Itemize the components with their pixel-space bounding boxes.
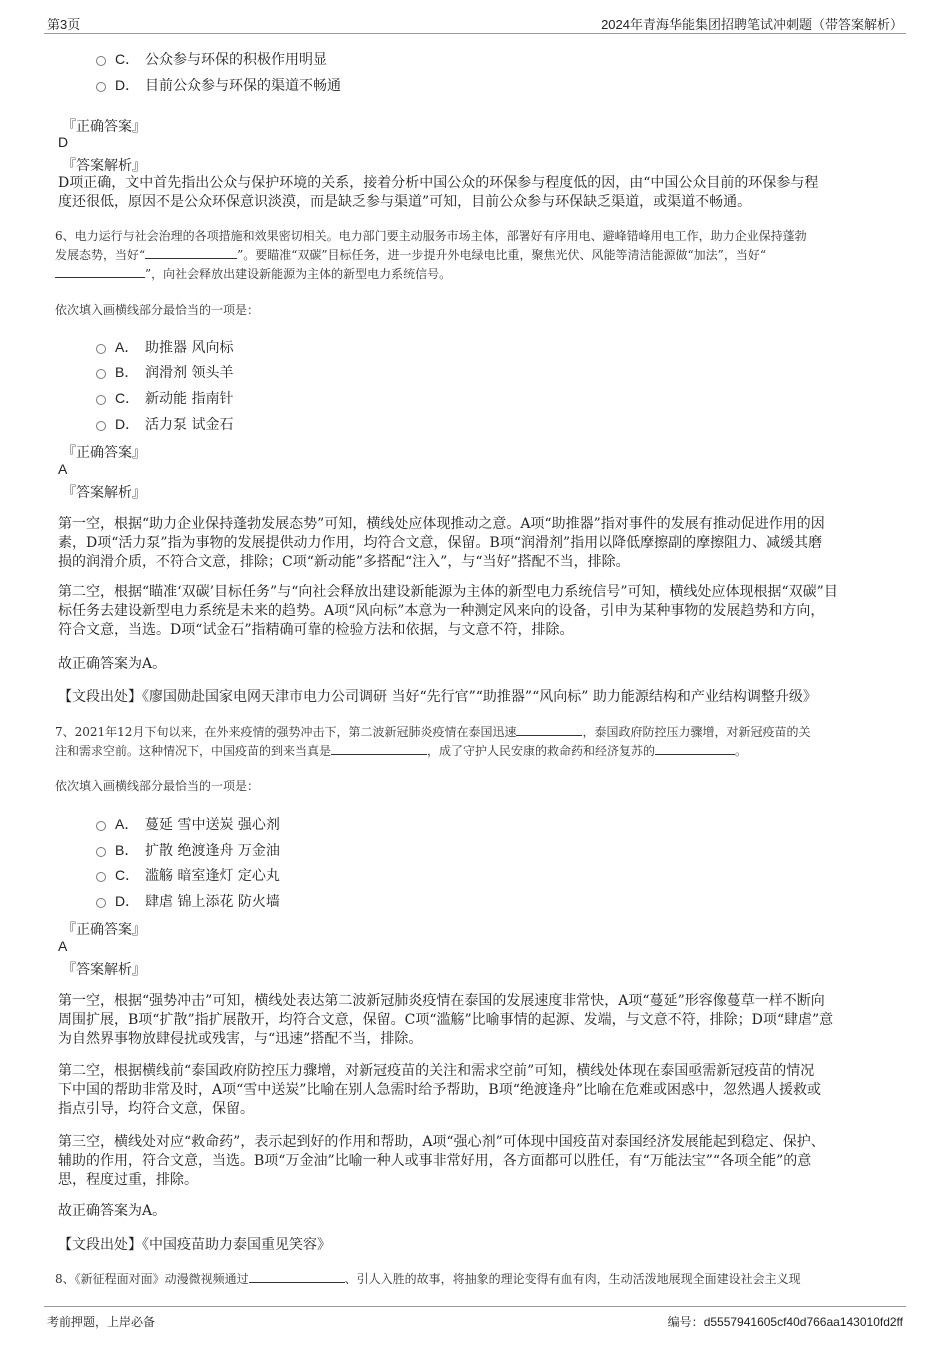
q7-option-d[interactable]: D． 肆虐 锦上添花 防火墙 xyxy=(96,891,280,911)
q7-stem: 7、2021年12月下旬以来，在外来疫情的强势冲击下，第二波新冠肺炎疫情在泰国迅速 ，泰国政府防控压力骤增，对新冠疫苗的关 注和需求空前。这种情况下，中国疫苗的到来当真是 ，成了守护人民安康的救命药和经济复苏的 。 xyxy=(55,725,811,758)
q6-option-a[interactable]: A． 助推器 风向标 xyxy=(96,337,233,357)
q7-option-a[interactable]: A． 蔓延 雪中送炭 强心剂 xyxy=(96,814,280,834)
radio-icon[interactable] xyxy=(96,395,106,405)
document-title: 2024年青海华能集团招聘笔试冲刺题（带答案解析） xyxy=(601,17,903,32)
q7-source: 【文段出处】《中国疫苗助力泰国重见笑容》 xyxy=(58,1237,331,1253)
blank-1 xyxy=(516,723,582,736)
radio-icon[interactable] xyxy=(96,369,106,379)
q6-stem: 6、电力运行与社会治理的各项措施和效果密切相关。电力部门要主动服务市场主体，部署好有序用电、避峰错峰用电工作，助力企业保持蓬勃 发展态势，当好“ ”。要瞄准“双碳”目标任务，进一步提升外电绿电比重，聚焦光伏、风能等清洁能源做“加法”，当好“ ”，向社会释放出建设新能源为主体的新型电力系统信号。 xyxy=(55,229,807,281)
q5-analysis: D项正确，文中首先指出公众与保护环境的关系，接着分析中国公众的环保参与程度低的因，由“中国公众目前的环保参与程 度还很低，原因不是公众环保意识淡漠，而是缺乏参与渠道”可知，目前公众参与环保缺乏渠道，或渠道不畅通。 xyxy=(58,175,819,210)
blank-2 xyxy=(331,742,427,755)
q7-answer-label: 『正确答案』 xyxy=(62,922,146,938)
page-number: 第3页 xyxy=(47,17,81,32)
blank-1 xyxy=(249,1270,345,1283)
q5-answer-label: 『正确答案』 xyxy=(62,119,146,135)
q5-analysis-label: 『答案解析』 xyxy=(62,158,146,174)
q6-conclusion: 故正确答案为A。 xyxy=(58,656,167,672)
q7-conclusion: 故正确答案为A。 xyxy=(58,1203,167,1219)
blank-1 xyxy=(145,246,237,259)
q7-analysis-label: 『答案解析』 xyxy=(62,962,146,978)
radio-icon[interactable] xyxy=(96,82,106,92)
radio-icon[interactable] xyxy=(96,344,106,354)
q6-analysis-label: 『答案解析』 xyxy=(62,485,146,501)
q6-source: 【文段出处】《廖国勋赴国家电网天津市电力公司调研 当好“先行官”“助推器”“风向标” 助力能源结构和产业结构调整升级》 xyxy=(58,689,817,705)
blank-2 xyxy=(55,265,145,278)
radio-icon[interactable] xyxy=(96,821,106,831)
radio-icon[interactable] xyxy=(96,421,106,431)
q6-option-d[interactable]: D． 活力泵 试金石 xyxy=(96,414,233,434)
q5-option-c[interactable]: C． 公众参与环保的积极作用明显 xyxy=(96,49,327,69)
radio-icon[interactable] xyxy=(96,847,106,857)
q6-answer: A xyxy=(58,461,68,477)
q6-analysis-p2: 第二空，根据“瞄准‘双碳’目标任务”与“向社会释放出建设新能源为主体的新型电力系统信号”可知，横线处应体现根据“双碳”目 标任务去建设新型电力系统是未来的趋势。A项“风向标”本意为一种测定风来向的设备，引申为某种事物的发展趋势和方向， 符合文意，当选。D项“试金石”指精确可靠的检验方法和依据，与文意不符，排除。 xyxy=(58,584,838,638)
radio-icon[interactable] xyxy=(96,56,106,66)
q8-stem: 8、《新征程面对面》动漫微视频通过 、引人入胜的故事，将抽象的理论变得有血有肉，生动活泼地展现全面建设社会主义现 xyxy=(55,1272,801,1286)
q5-answer: D xyxy=(58,134,69,150)
q5-option-d[interactable]: D． 目前公众参与环保的渠道不畅通 xyxy=(96,75,341,95)
q7-analysis-p2: 第二空，根据横线前“泰国政府防控压力骤增，对新冠疫苗的关注和需求空前”可知，横线处体现在泰国亟需新冠疫苗的情况 下中国的帮助非常及时，A项“雪中送炭”比喻在别人急需时给予帮助，B项“绝渡逢舟”比喻在危难或困惑中，忽然遇人援救或 指点引导，均符合文意，保留。 xyxy=(58,1063,822,1117)
q6-option-b[interactable]: B． 润滑剂 领头羊 xyxy=(96,362,233,382)
q6-option-c[interactable]: C． 新动能 指南针 xyxy=(96,388,233,408)
q7-answer: A xyxy=(58,938,68,954)
radio-icon[interactable] xyxy=(96,898,106,908)
q7-analysis-p3: 第三空，横线处对应“救命药”，表示起到好的作用和帮助，A项“强心剂”可体现中国疫苗对泰国经济发展能起到稳定、保护、 辅助的作用，符合文意，当选。B项“万金油”比喻一种人或事非常好用，各方面都可以胜任，有“万能法宝”“各项全能”的意 思，程度过重，排除。 xyxy=(58,1134,825,1188)
header-divider xyxy=(44,33,906,34)
blank-3 xyxy=(655,742,735,755)
q7-prompt: 依次填入画横线部分最恰当的一项是： xyxy=(55,779,260,793)
footer-slogan: 考前押题，上岸必备 xyxy=(47,1315,156,1329)
footer-divider xyxy=(44,1306,906,1307)
radio-icon[interactable] xyxy=(96,872,106,882)
footer-code: 编号：d5557941605cf40d766aa143010fd2ff xyxy=(667,1315,903,1329)
q6-analysis-p1: 第一空，根据“助力企业保持蓬勃发展态势”可知，横线处应体现推动之意。A项“助推器”指对事件的发展有推动促进作用的因 素，D项“活力泵”指为事物的发展提供动力作用，均符合文意，保留。B项“润滑剂”指用以降低摩擦副的摩擦阻力、减缓其磨 损的润滑介质，不符合文意，排除；C项“新动能”多搭配“注入”，与“当好”搭配不当，排除。 xyxy=(58,516,825,570)
q7-option-c[interactable]: C． 滥觞 暗室逢灯 定心丸 xyxy=(96,865,280,885)
q6-answer-label: 『正确答案』 xyxy=(62,445,146,461)
q7-option-b[interactable]: B． 扩散 绝渡逢舟 万金油 xyxy=(96,840,280,860)
q7-analysis-p1: 第一空，根据“强势冲击”可知，横线处表达第二波新冠肺炎疫情在泰国的发展速度非常快，A项“蔓延”形容像蔓草一样不断向 周围扩展，B项“扩散”指扩展散开，均符合文意，保留。C项“滥觞”比喻事情的起源、发端，与文意不符，排除；D项“肆虐”意 为自然界事物放肆侵扰或残害，与“迅速”搭配不当，排除。 xyxy=(58,993,834,1047)
q6-prompt: 依次填入画横线部分最恰当的一项是： xyxy=(55,303,260,317)
